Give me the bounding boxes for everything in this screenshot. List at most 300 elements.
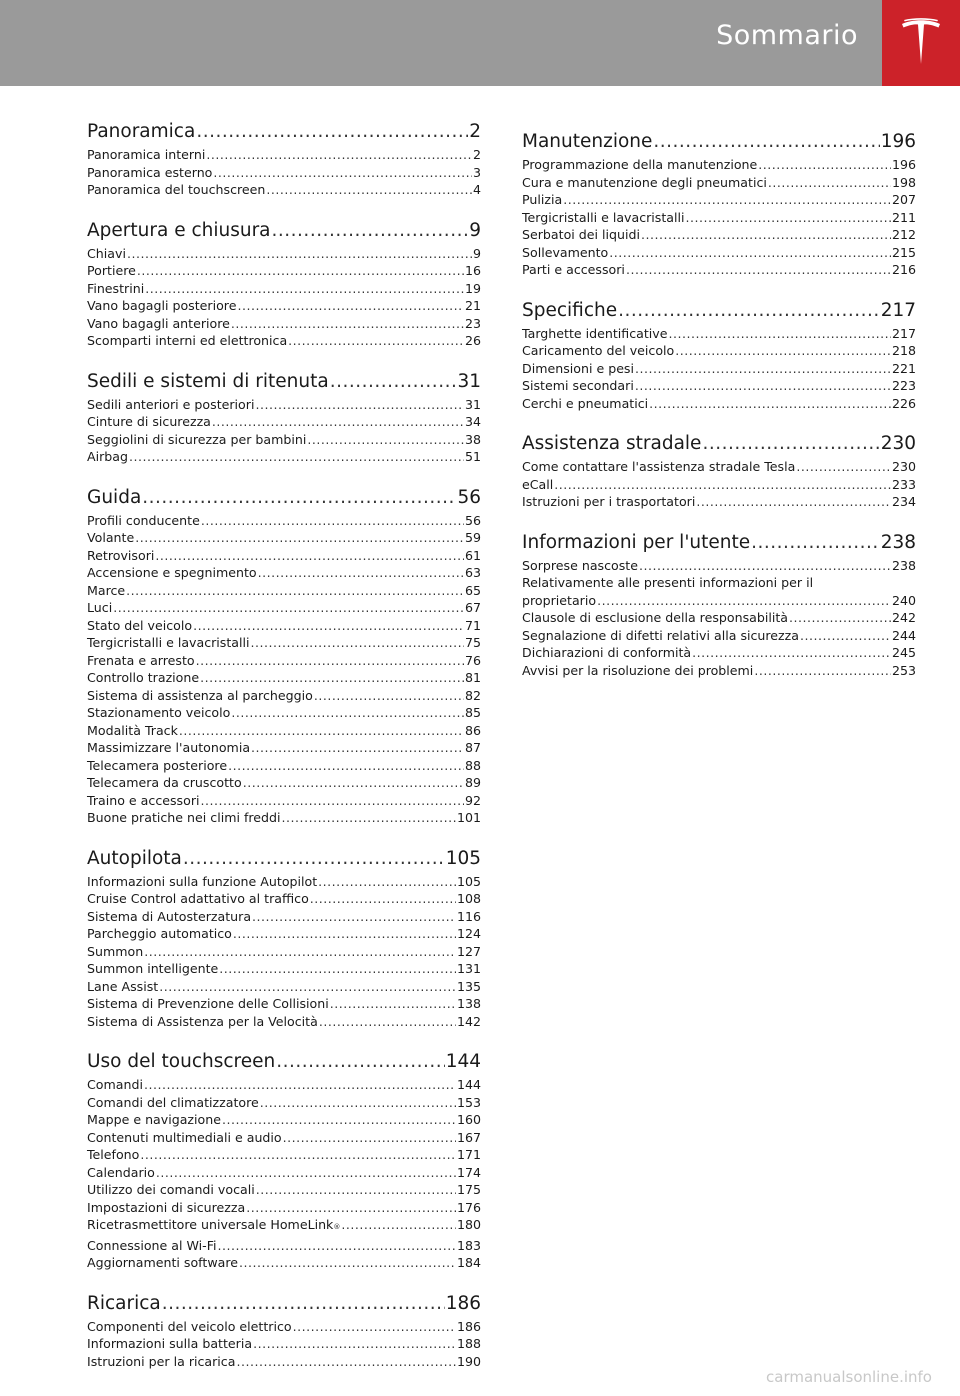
dot-leader bbox=[255, 396, 464, 414]
toc-entry-sistema-di-assistenza-al-parcheggio[interactable] bbox=[87, 687, 481, 705]
dot-leader bbox=[341, 1216, 456, 1234]
toc-entry-page: 221 bbox=[891, 360, 916, 376]
dot-leader bbox=[144, 943, 456, 961]
toc-entry-label-line1: Relativamente alle presenti informazioni per il bbox=[522, 575, 814, 590]
toc-entry-ricetrasmettitore-universale-homelink[interactable] bbox=[87, 1216, 481, 1237]
toc-entry-dichiarazioni-di-conformita[interactable] bbox=[522, 644, 916, 662]
toc-entry-ecall[interactable] bbox=[522, 476, 916, 494]
section-heading-assistenza-stradale[interactable] bbox=[522, 432, 916, 456]
section-heading-manutenzione[interactable] bbox=[522, 130, 916, 154]
toc-entry-label: Targhette identificative bbox=[522, 325, 668, 341]
dot-leader bbox=[162, 1292, 445, 1316]
toc-entry-lane-assist[interactable] bbox=[87, 978, 481, 996]
toc-entry-page: 216 bbox=[891, 262, 916, 277]
toc-entry-relativamente-alle-presenti-informazioni-per-il-proprietario[interactable] bbox=[522, 574, 916, 609]
section-heading-label: Sedili e sistemi di ritenuta bbox=[87, 370, 329, 392]
tesla-logo-icon bbox=[900, 18, 942, 66]
toc-entry-label: Cura e manutenzione degli pneumatici bbox=[522, 174, 767, 190]
toc-section-sedili-e-sistemi-di-ritenuta bbox=[87, 370, 481, 466]
toc-entry-label: Sorprese nascoste bbox=[522, 557, 638, 573]
dot-leader bbox=[127, 245, 472, 263]
toc-entry-sistema-di-assistenza-per-la-velocita[interactable] bbox=[87, 1013, 481, 1031]
toc-entry-panoramica-esterno[interactable] bbox=[87, 164, 481, 182]
toc-entry-label: Istruzioni per la ricarica bbox=[87, 1353, 236, 1369]
toc-entry-page: 61 bbox=[464, 547, 481, 563]
dot-leader bbox=[237, 297, 464, 315]
dot-leader bbox=[196, 120, 468, 144]
toc-entry-caricamento-del-veicolo[interactable] bbox=[522, 342, 916, 360]
dot-leader bbox=[113, 599, 464, 617]
toc-entry-tergicristalli-e-lavacristalli[interactable] bbox=[87, 634, 481, 652]
section-page-number: 2 bbox=[469, 121, 481, 142]
toc-entry-label: Summon bbox=[87, 943, 144, 959]
toc-entry-vano-bagagli-anteriore[interactable] bbox=[87, 315, 481, 333]
toc-entry-label: Stato del veicolo bbox=[87, 617, 193, 633]
toc-entry-informazioni-sulla-funzione-autopilot[interactable] bbox=[87, 873, 481, 891]
toc-entry-buone-pratiche-nei-climi-freddi[interactable] bbox=[87, 809, 481, 827]
toc-section-guida bbox=[87, 486, 481, 827]
toc-entry-page: 230 bbox=[891, 459, 916, 474]
toc-entry-label: Sistemi secondari bbox=[522, 378, 634, 393]
section-heading-label: Manutenzione bbox=[522, 131, 653, 152]
toc-entry-cinture-di-sicurezza[interactable] bbox=[87, 413, 481, 431]
dot-leader bbox=[283, 1129, 456, 1147]
toc-entry-page: 71 bbox=[464, 617, 481, 633]
toc-entry-page: 59 bbox=[464, 530, 481, 545]
dot-leader bbox=[597, 592, 891, 610]
section-heading-specifiche[interactable] bbox=[522, 299, 916, 323]
toc-entry-componenti-del-veicolo-elettrico[interactable] bbox=[87, 1318, 481, 1336]
toc-entry-label: Airbag bbox=[87, 449, 128, 464]
toc-entry-massimizzare-l-autonomia[interactable] bbox=[87, 739, 481, 757]
toc-entry-label: Tergicristalli e lavacristalli bbox=[522, 209, 685, 225]
section-heading-label: Assistenza stradale bbox=[522, 433, 702, 454]
dot-leader bbox=[789, 609, 891, 627]
brand-logo bbox=[882, 0, 960, 86]
dot-leader bbox=[145, 280, 464, 298]
dot-leader bbox=[183, 847, 445, 871]
toc-section-assistenza-stradale bbox=[522, 432, 916, 511]
dot-leader bbox=[554, 476, 891, 494]
section-page-number: 105 bbox=[445, 847, 481, 869]
toc-entry-label: Chiavi bbox=[87, 245, 126, 261]
toc-entry-finestrini[interactable] bbox=[87, 280, 481, 298]
page-header bbox=[0, 0, 960, 86]
toc-entry-telecamera-da-cruscotto[interactable] bbox=[87, 774, 481, 792]
toc-entry-telefono[interactable] bbox=[87, 1146, 481, 1164]
section-heading-sedili-e-sistemi-di-ritenuta[interactable] bbox=[87, 370, 481, 394]
dot-leader bbox=[266, 181, 472, 199]
toc-entry-page: 86 bbox=[464, 722, 481, 738]
section-heading-ricarica[interactable] bbox=[87, 1292, 481, 1316]
toc-entry-label: Sedili anteriori e posteriori bbox=[87, 396, 255, 412]
toc-entry-label: Segnalazione di difetti relativi alla sicurezza bbox=[522, 627, 799, 643]
toc-entry-page: 89 bbox=[464, 775, 481, 790]
section-page-number: 217 bbox=[880, 299, 916, 321]
dot-leader bbox=[135, 529, 464, 547]
toc-entry-page: 188 bbox=[456, 1336, 481, 1351]
toc-entry-page: 212 bbox=[891, 227, 916, 242]
toc-entry-label: Informazioni sulla funzione Autopilot bbox=[87, 873, 318, 889]
toc-entry-label: Telefono bbox=[87, 1147, 140, 1162]
dot-leader bbox=[126, 582, 464, 600]
dot-leader bbox=[751, 531, 880, 555]
toc-entry-panoramica-interni[interactable] bbox=[87, 146, 481, 164]
toc-entry-label: Impostazioni di sicurezza bbox=[87, 1199, 246, 1215]
toc-entry-portiere[interactable] bbox=[87, 262, 481, 280]
section-heading-label: Ricarica bbox=[87, 1292, 161, 1314]
toc-section-ricarica bbox=[87, 1292, 481, 1371]
toc-entry-page: 233 bbox=[891, 476, 916, 492]
toc-entry-sorprese-nascoste[interactable] bbox=[522, 557, 916, 575]
toc-entry-page: 131 bbox=[456, 961, 481, 976]
dot-leader bbox=[144, 1076, 456, 1094]
dot-leader bbox=[618, 299, 880, 323]
toc-entry-page: 207 bbox=[891, 192, 916, 207]
dot-leader bbox=[758, 156, 891, 174]
dot-leader bbox=[196, 652, 464, 670]
toc-entry-telecamera-posteriore[interactable] bbox=[87, 757, 481, 775]
toc-entry-page: 175 bbox=[456, 1182, 481, 1197]
toc-entry-page: 253 bbox=[891, 662, 916, 678]
toc-entry-label: Marce bbox=[87, 582, 126, 598]
toc-entry-page: 245 bbox=[891, 645, 916, 660]
toc-entry-label: Mappe e navigazione bbox=[87, 1112, 221, 1127]
toc-entry-label: Modalità Track bbox=[87, 722, 178, 738]
toc-entry-label: Serbatoi dei liquidi bbox=[522, 227, 640, 242]
toc-entry-traino-e-accessori[interactable] bbox=[87, 792, 481, 810]
toc-entry-page: 67 bbox=[464, 600, 481, 615]
toc-entry-label: eCall bbox=[522, 476, 554, 492]
toc-entry-targhette-identificative[interactable] bbox=[522, 325, 916, 343]
section-heading-apertura-e-chiusura[interactable] bbox=[87, 219, 481, 243]
toc-entry-summon[interactable] bbox=[87, 943, 481, 961]
section-heading-label: Apertura e chiusura bbox=[87, 219, 271, 241]
toc-entry-page: 244 bbox=[891, 627, 916, 643]
toc-entry-page: 142 bbox=[456, 1013, 481, 1029]
dot-leader bbox=[635, 377, 891, 395]
dot-leader bbox=[692, 644, 891, 662]
dot-leader bbox=[635, 360, 891, 378]
dot-leader bbox=[252, 908, 456, 926]
toc-entry-come-contattare-l-assistenza-stradale-tesla[interactable] bbox=[522, 458, 916, 476]
toc-entry-contenuti-multimediali-e-audio[interactable] bbox=[87, 1129, 481, 1147]
toc-entry-page: 4 bbox=[472, 182, 481, 197]
section-heading-uso-del-touchscreen[interactable] bbox=[87, 1050, 481, 1074]
toc-entry-sedili-anteriori-e-posteriori[interactable] bbox=[87, 396, 481, 414]
toc-entry-airbag[interactable] bbox=[87, 448, 481, 466]
toc-entry-page: 34 bbox=[464, 414, 481, 429]
toc-entry-cruise-control-adattativo-al-traffico[interactable] bbox=[87, 890, 481, 908]
section-heading-label: Guida bbox=[87, 486, 142, 508]
toc-entry-page: 56 bbox=[464, 512, 481, 528]
toc-entry-avvisi-per-la-risoluzione-dei-problemi[interactable] bbox=[522, 662, 916, 680]
dot-leader bbox=[653, 130, 879, 154]
toc-entry-retrovisori[interactable] bbox=[87, 547, 481, 565]
toc-entry-label: Sistema di Assistenza per la Velocità bbox=[87, 1013, 318, 1029]
toc-entry-page: 217 bbox=[891, 325, 916, 341]
toc-section-informazioni-per-l-utente bbox=[522, 531, 916, 680]
toc-entry-label: Contenuti multimediali e audio bbox=[87, 1129, 282, 1145]
toc-entry-seggiolini-di-sicurezza-per-bambini[interactable] bbox=[87, 431, 481, 449]
toc-entry-page: 180 bbox=[456, 1217, 481, 1232]
toc-entry-label: Come contattare l'assistenza stradale Tesla bbox=[522, 459, 796, 474]
toc-entry-label: Componenti del veicolo elettrico bbox=[87, 1318, 292, 1334]
toc-entry-cerchi-e-pneumatici[interactable] bbox=[522, 395, 916, 413]
toc-entry-label: Parcheggio automatico bbox=[87, 926, 232, 941]
toc-entry-page: 31 bbox=[464, 396, 481, 412]
toc-entry-impostazioni-di-sicurezza[interactable] bbox=[87, 1199, 481, 1217]
toc-entry-page: 160 bbox=[456, 1112, 481, 1127]
toc-entry-stato-del-veicolo[interactable] bbox=[87, 617, 481, 635]
toc-entry-page: 88 bbox=[464, 757, 481, 773]
dot-leader bbox=[258, 564, 464, 582]
dot-leader bbox=[754, 662, 891, 680]
section-page-number: 31 bbox=[457, 370, 481, 392]
toc-entry-page: 226 bbox=[891, 395, 916, 411]
toc-left-column bbox=[87, 120, 481, 1390]
toc-section-uso-del-touchscreen bbox=[87, 1050, 481, 1272]
toc-entry-page: 75 bbox=[464, 635, 481, 650]
section-heading-label: Uso del touchscreen bbox=[87, 1051, 276, 1072]
toc-entry-page: 76 bbox=[464, 652, 481, 668]
toc-entry-page: 92 bbox=[464, 792, 481, 808]
dot-leader bbox=[201, 512, 464, 530]
dot-leader bbox=[318, 873, 456, 891]
toc-entry-aggiornamenti-software[interactable] bbox=[87, 1254, 481, 1272]
toc-entry-volante[interactable] bbox=[87, 529, 481, 547]
toc-entry-istruzioni-per-la-ricarica[interactable] bbox=[87, 1353, 481, 1371]
toc-entry-frenata-e-arresto[interactable] bbox=[87, 652, 481, 670]
toc-entry-label: Summon intelligente bbox=[87, 961, 219, 976]
dot-leader bbox=[696, 493, 891, 511]
toc-entry-label: Retrovisori bbox=[87, 547, 155, 563]
toc-entry-page: 81 bbox=[464, 670, 481, 685]
dot-leader bbox=[129, 448, 464, 466]
dot-leader bbox=[251, 739, 464, 757]
section-page-number: 9 bbox=[469, 219, 481, 241]
section-heading-guida[interactable] bbox=[87, 486, 481, 510]
toc-entry-panoramica-del-touchscreen[interactable] bbox=[87, 181, 481, 199]
toc-entry-page: 186 bbox=[456, 1318, 481, 1334]
toc-entry-page: 101 bbox=[456, 810, 481, 825]
toc-entry-page: 174 bbox=[456, 1164, 481, 1180]
toc-entry-cura-e-manutenzione-degli-pneumatici[interactable] bbox=[522, 174, 916, 192]
dot-leader bbox=[796, 458, 891, 476]
toc-entry-label: Parti e accessori bbox=[522, 262, 625, 277]
dot-leader bbox=[609, 244, 891, 262]
toc-entry-vano-bagagli-posteriore[interactable] bbox=[87, 297, 481, 315]
toc-entry-label: Caricamento del veicolo bbox=[522, 343, 675, 358]
toc-entry-label: Lane Assist bbox=[87, 978, 159, 994]
toc-entry-label: Panoramica esterno bbox=[87, 164, 213, 180]
dot-leader bbox=[218, 1237, 456, 1255]
toc-entry-summon-intelligente[interactable] bbox=[87, 960, 481, 978]
toc-entry-profili-conducente[interactable] bbox=[87, 512, 481, 530]
toc-entry-page: 153 bbox=[456, 1094, 481, 1110]
dot-leader bbox=[253, 1335, 456, 1353]
toc-entry-marce[interactable] bbox=[87, 582, 481, 600]
toc-entry-label: Profili conducente bbox=[87, 512, 200, 528]
page-title: Sommario bbox=[716, 20, 858, 51]
toc-entry-page: 51 bbox=[464, 449, 481, 464]
dot-leader bbox=[239, 1254, 456, 1272]
toc-entry-label: Aggiornamenti software bbox=[87, 1255, 238, 1270]
toc-entry-page: 240 bbox=[891, 592, 916, 608]
toc-entry-stazionamento-veicolo[interactable] bbox=[87, 704, 481, 722]
toc-entry-page: 171 bbox=[456, 1147, 481, 1162]
toc-entry-label: Luci bbox=[87, 600, 113, 615]
dot-leader bbox=[293, 1318, 456, 1336]
toc-entry-label: Dimensioni e pesi bbox=[522, 360, 634, 376]
toc-entry-chiavi[interactable] bbox=[87, 245, 481, 263]
toc-section-manutenzione bbox=[522, 130, 916, 279]
toc-entry-page: 3 bbox=[472, 164, 481, 180]
toc-entry-parti-e-accessori[interactable] bbox=[522, 261, 916, 279]
toc-entry-sistema-di-autosterzatura[interactable] bbox=[87, 908, 481, 926]
toc-entry-sistema-di-prevenzione-delle-collisioni[interactable] bbox=[87, 995, 481, 1013]
toc-entry-label: Seggiolini di sicurezza per bambini bbox=[87, 431, 307, 447]
toc-entry-label: Massimizzare l'autonomia bbox=[87, 740, 251, 755]
toc-entry-label: Cinture di sicurezza bbox=[87, 414, 211, 429]
toc-entry-connessione-al-wi-fi[interactable] bbox=[87, 1237, 481, 1255]
dot-leader bbox=[222, 1111, 456, 1129]
toc-entry-page: 215 bbox=[891, 244, 916, 260]
section-page-number: 56 bbox=[457, 486, 481, 508]
toc-entry-label: Sistema di Prevenzione delle Collisioni bbox=[87, 996, 329, 1011]
toc-entry-controllo-trazione[interactable] bbox=[87, 669, 481, 687]
toc-entry-label: Telecamera posteriore bbox=[87, 757, 228, 773]
toc-entry-page: 234 bbox=[891, 494, 916, 509]
toc-entry-label: proprietario bbox=[522, 592, 597, 608]
toc-entry-label: Vano bagagli anteriore bbox=[87, 315, 230, 331]
toc-entry-label: Istruzioni per i trasportatori bbox=[522, 494, 696, 509]
toc-entry-page: 138 bbox=[456, 996, 481, 1011]
dot-leader bbox=[246, 1199, 456, 1217]
toc-entry-page: 135 bbox=[456, 978, 481, 994]
dot-leader bbox=[140, 1146, 456, 1164]
toc-entry-page: 190 bbox=[456, 1353, 481, 1369]
toc-section-panoramica bbox=[87, 120, 481, 199]
section-heading-panoramica[interactable] bbox=[87, 120, 481, 144]
toc-entry-page: 183 bbox=[456, 1237, 481, 1253]
section-page-number: 230 bbox=[880, 433, 916, 454]
section-heading-label: Informazioni per l'utente bbox=[522, 531, 751, 553]
toc-entry-pulizia[interactable] bbox=[522, 191, 916, 209]
toc-entry-page: 116 bbox=[456, 908, 481, 924]
toc-entry-page: 124 bbox=[456, 926, 481, 941]
section-heading-autopilota[interactable] bbox=[87, 847, 481, 871]
dot-leader bbox=[330, 370, 457, 394]
dot-leader bbox=[276, 1050, 444, 1074]
toc-entry-page: 176 bbox=[456, 1199, 481, 1215]
toc-entry-sollevamento[interactable] bbox=[522, 244, 916, 262]
toc-entry-page: 87 bbox=[464, 740, 481, 755]
toc-entry-page: 223 bbox=[891, 378, 916, 393]
toc-entry-page: 108 bbox=[456, 891, 481, 906]
toc-entry-label: Sistema di assistenza al parcheggio bbox=[87, 687, 313, 703]
dot-leader bbox=[563, 191, 891, 209]
toc-entry-sistemi-secondari[interactable] bbox=[522, 377, 916, 395]
toc-entry-label: Finestrini bbox=[87, 280, 145, 296]
toc-entry-label: Cerchi e pneumatici bbox=[522, 395, 649, 411]
dot-leader bbox=[228, 757, 464, 775]
toc-entry-comandi[interactable] bbox=[87, 1076, 481, 1094]
toc-entry-page: 2 bbox=[472, 147, 481, 162]
toc-entry-tergicristalli-e-lavacristalli[interactable] bbox=[522, 209, 916, 227]
toc-entry-dimensioni-e-pesi[interactable] bbox=[522, 360, 916, 378]
toc-entry-label: Tergicristalli e lavacristalli bbox=[87, 635, 250, 650]
toc-entry-parcheggio-automatico[interactable] bbox=[87, 925, 481, 943]
toc-entry-page: 65 bbox=[464, 582, 481, 598]
toc-entry-label: Controllo trazione bbox=[87, 670, 200, 685]
dot-leader bbox=[155, 547, 464, 565]
dot-leader bbox=[219, 960, 456, 978]
toc-section-apertura-e-chiusura bbox=[87, 219, 481, 350]
toc-entry-clausole-di-esclusione-della-responsabilita[interactable] bbox=[522, 609, 916, 627]
toc-entry-modalita-track[interactable] bbox=[87, 722, 481, 740]
toc-entry-mappe-e-navigazione[interactable] bbox=[87, 1111, 481, 1129]
toc-entry-page: 184 bbox=[456, 1255, 481, 1270]
toc-entry-comandi-del-climatizzatore[interactable] bbox=[87, 1094, 481, 1112]
watermark: carmanualsonline.info bbox=[766, 1368, 932, 1386]
toc-entry-label: Utilizzo dei comandi vocali bbox=[87, 1182, 255, 1197]
toc-entry-utilizzo-dei-comandi-vocali[interactable] bbox=[87, 1181, 481, 1199]
dot-leader bbox=[179, 722, 464, 740]
toc-entry-serbatoi-dei-liquidi[interactable] bbox=[522, 226, 916, 244]
dot-leader bbox=[675, 342, 891, 360]
toc-entry-label: Programmazione della manutenzione bbox=[522, 157, 758, 172]
dot-leader bbox=[272, 219, 469, 243]
toc-entry-label: Comandi bbox=[87, 1077, 143, 1092]
section-heading-label: Panoramica bbox=[87, 121, 196, 142]
toc-entry-page: 211 bbox=[891, 209, 916, 225]
dot-leader bbox=[288, 332, 464, 350]
section-heading-label: Specifiche bbox=[522, 299, 618, 321]
toc-entry-label: Sistema di Autosterzatura bbox=[87, 908, 252, 924]
toc-entry-accensione-e-spegnimento[interactable] bbox=[87, 564, 481, 582]
toc-entry-page: 21 bbox=[464, 298, 481, 313]
toc-entry-page: 238 bbox=[891, 557, 916, 573]
dot-leader bbox=[243, 774, 464, 792]
toc-entry-calendario[interactable] bbox=[87, 1164, 481, 1182]
dot-leader bbox=[233, 925, 456, 943]
section-heading-label: Autopilota bbox=[87, 847, 182, 869]
toc-entry-label: Dichiarazioni di conformità bbox=[522, 645, 692, 660]
toc-entry-page: 63 bbox=[464, 565, 481, 580]
toc-entry-label: Cruise Control adattativo al traffico bbox=[87, 891, 309, 906]
toc-entry-scomparti-interni-ed-elettronica[interactable] bbox=[87, 332, 481, 350]
section-page-number: 186 bbox=[445, 1292, 481, 1314]
toc-section-specifiche bbox=[522, 299, 916, 413]
toc-entry-page: 26 bbox=[464, 333, 481, 348]
toc-entry-page: 38 bbox=[464, 431, 481, 447]
section-heading-informazioni-per-l-utente[interactable] bbox=[522, 531, 916, 555]
toc-entry-segnalazione-di-difetti-relativi-alla-sicurezza[interactable] bbox=[522, 627, 916, 645]
toc-entry-page: 105 bbox=[456, 873, 481, 889]
dot-leader bbox=[260, 1094, 456, 1112]
dot-leader bbox=[137, 262, 464, 280]
dot-leader bbox=[641, 226, 891, 244]
toc-entry-istruzioni-per-i-trasportatori[interactable] bbox=[522, 493, 916, 511]
dot-leader bbox=[251, 634, 464, 652]
toc-entry-label: Calendario bbox=[87, 1164, 155, 1180]
toc-entry-page: 196 bbox=[891, 157, 916, 172]
toc-entry-informazioni-sulla-batteria[interactable] bbox=[87, 1335, 481, 1353]
toc-entry-programmazione-della-manutenzione[interactable] bbox=[522, 156, 916, 174]
toc-entry-page: 127 bbox=[456, 943, 481, 959]
toc-entry-luci[interactable] bbox=[87, 599, 481, 617]
